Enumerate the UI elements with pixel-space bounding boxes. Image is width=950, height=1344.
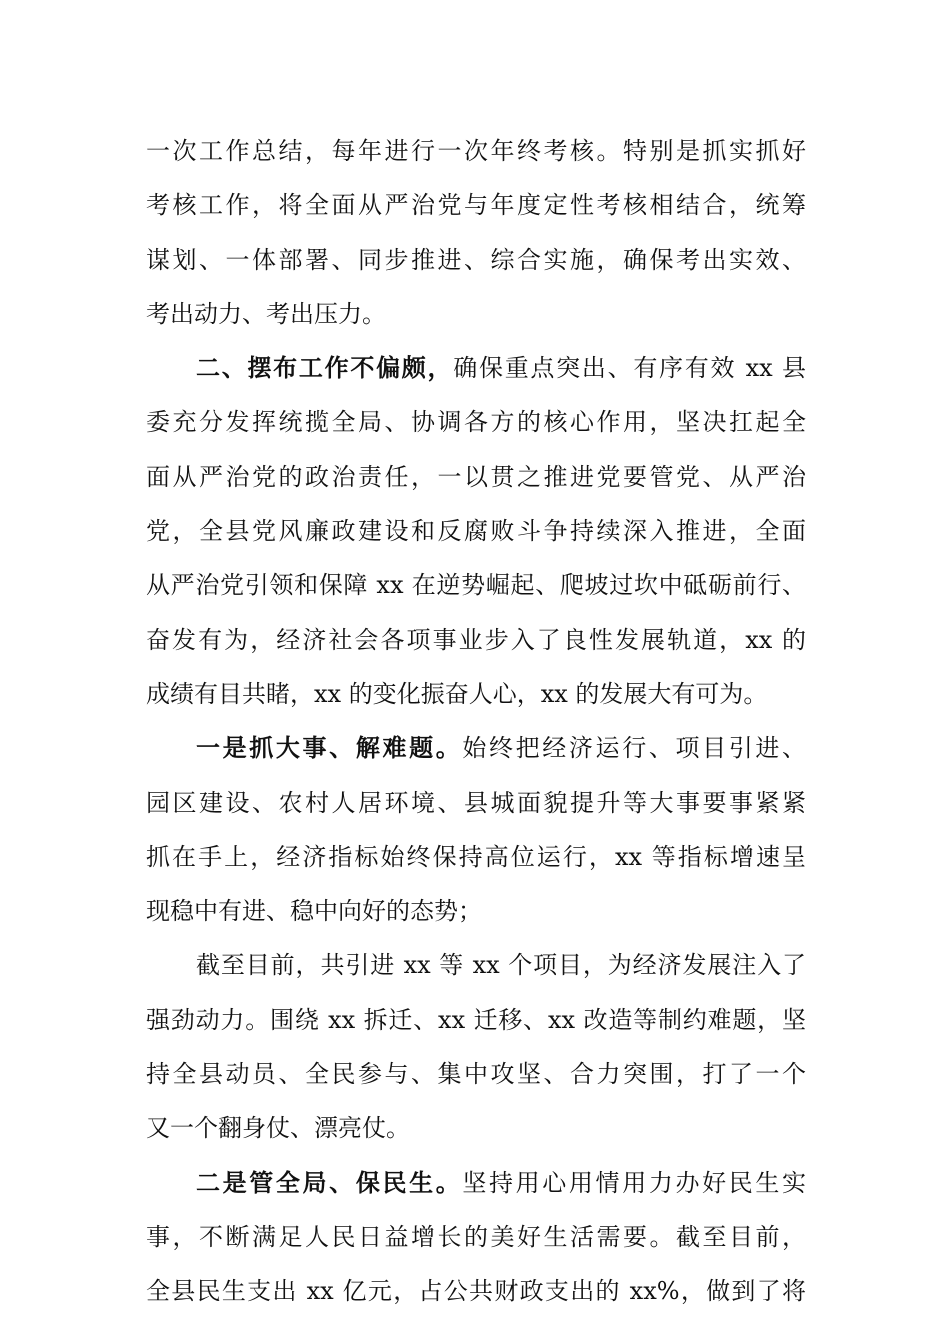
text-line: 现稳中有进、稳中向好的态势； [146,897,482,926]
text-line: 抓在手上，经济指标始终保持高位运行，xx 等指标增速呈 [146,842,806,871]
text-line: 考核工作，将全面从严治党与年度定性考核相结合，统筹 [146,191,806,220]
text-line: 持全县动员、全民参与、集中攻坚、合力突围，打了一个 [146,1060,806,1089]
text-line [146,341,806,395]
text-span: 确保重点突出、有序有效 xx 县 [453,354,807,383]
text-span: 始终把经济运行、项目引进、 [462,734,807,763]
text-line [146,1156,806,1210]
paragraph-5 [146,1156,806,1319]
text-line: 奋发有为，经济社会各项事业步入了良性发展轨道，xx 的 [146,625,806,654]
text-line: 园区建设、农村人居环境、县城面貌提升等大事要事紧紧 [146,788,806,817]
text-line: 谋划、一体部署、同步推进、综合实施，确保考出实效、 [146,245,806,274]
text-line [146,721,806,775]
text-line: 面从严治党的政治责任，一以贯之推进党要管党、从严治 [146,462,806,491]
text-line: 成绩有目共睹，xx 的变化振奋人心，xx 的发展大有可为。 [146,679,768,708]
text-line: 又一个翻身仗、漂亮仗。 [146,1114,410,1143]
paragraph-4 [146,938,806,1155]
text-span: 坚持用心用情用力办好民生实 [462,1168,807,1197]
text-line: 考出动力、考出压力。 [146,299,386,328]
document-page [146,124,806,1319]
text-line: 委充分发挥统揽全局、协调各方的核心作用，坚决扛起全 [146,408,806,437]
text-line: 党，全县党风廉政建设和反腐败斗争持续深入推进，全面 [146,517,806,546]
paragraph-1 [146,124,806,341]
text-line: 事，不断满足人民日益增长的美好生活需要。截至目前， [146,1222,806,1251]
paragraph-2 [146,341,806,721]
text-line: 强劲动力。围绕 xx 拆迁、xx 迁移、xx 改造等制约难题，坚 [146,1005,806,1034]
text-line: 从严治党引领和保障 xx 在逆势崛起、爬坡过坎中砥砺前行、 [146,571,806,600]
paragraph-3 [146,721,806,938]
text-line: 全县民生支出 xx 亿元，占公共财政支出的 xx%，做到了将 [146,1277,806,1306]
text-line: 截至目前，共引进 xx 等 xx 个项目，为经济发展注入了 [196,951,806,980]
text-line: 一次工作总结，每年进行一次年终考核。特别是抓实抓好 [146,137,806,165]
sub-heading: 一是抓大事、解难题。 [196,733,463,763]
sub-heading: 二是管全局、保民生。 [196,1167,463,1197]
section-heading: 二、摆布工作不偏颇， [196,353,454,383]
